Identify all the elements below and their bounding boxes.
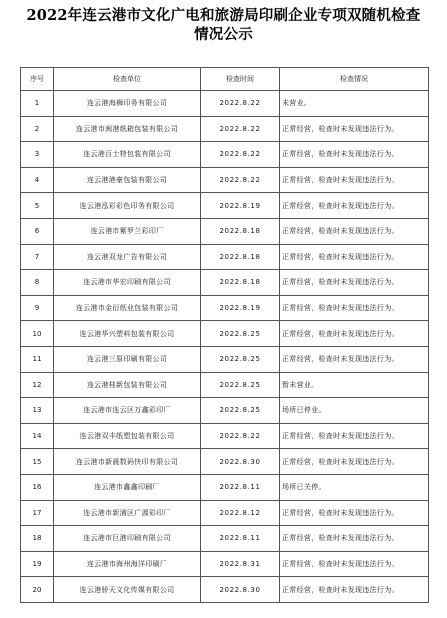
header-inspection-date: 检查时间 [201, 68, 280, 91]
cell-inspection-date: 2022.8.22 [201, 142, 280, 168]
cell-inspected-unit: 连云港泓彩彩色印务有限公司 [54, 193, 201, 219]
cell-inspection-date: 2022.8.11 [201, 526, 280, 552]
cell-inspection-date: 2022.8.22 [201, 423, 280, 449]
cell-inspected-unit: 连云港桂新包装有限公司 [54, 372, 201, 398]
cell-serial-number: 8 [21, 270, 54, 296]
cell-inspection-date: 2022.8.18 [201, 218, 280, 244]
cell-inspection-result: 正常经营，检查时未发现违法行为。 [280, 500, 429, 526]
cell-serial-number: 18 [21, 526, 54, 552]
cell-inspection-result: 正常经营，检查时未发现违法行为。 [280, 449, 429, 475]
cell-serial-number: 10 [21, 321, 54, 347]
cell-serial-number: 13 [21, 398, 54, 424]
inspection-table [20, 67, 429, 603]
cell-inspected-unit: 连云港市海州海洋印刷厂 [54, 551, 201, 577]
cell-inspection-result: 正常经营，检查时未发现违法行为。 [280, 423, 429, 449]
cell-inspection-date: 2022.8.12 [201, 500, 280, 526]
table-row [21, 142, 429, 168]
cell-inspection-result: 正常经营，检查时未发现违法行为。 [280, 244, 429, 270]
cell-inspection-result: 正常经营，检查时未发现违法行为。 [280, 270, 429, 296]
cell-inspection-result: 正常经营，检查时未发现违法行为。 [280, 526, 429, 552]
title-line-2: 情况公示 [194, 26, 253, 43]
cell-inspection-date: 2022.8.22 [201, 167, 280, 193]
cell-inspection-result: 场所已停业。 [280, 398, 429, 424]
cell-serial-number: 15 [21, 449, 54, 475]
cell-inspected-unit: 连云港双丰纸塑包装有限公司 [54, 423, 201, 449]
cell-inspection-date: 2022.8.22 [201, 116, 280, 142]
cell-inspected-unit: 连云港港豪包装有限公司 [54, 167, 201, 193]
table-row [21, 372, 429, 398]
header-serial-number: 序号 [21, 68, 54, 91]
table-row [21, 270, 429, 296]
cell-inspection-date: 2022.8.25 [201, 372, 280, 398]
cell-inspected-unit: 连云港市新晨数码快印有限公司 [54, 449, 201, 475]
cell-serial-number: 20 [21, 577, 54, 603]
cell-inspection-date: 2022.8.19 [201, 193, 280, 219]
header-inspected-unit: 检查单位 [54, 68, 201, 91]
cell-inspected-unit: 连云港市鑫鑫印刷厂 [54, 474, 201, 500]
cell-inspected-unit: 连云港市紫罗兰彩印厂 [54, 218, 201, 244]
table-row [21, 551, 429, 577]
table-row [21, 116, 429, 142]
cell-inspected-unit: 连云港骄天文化传媒有限公司 [54, 577, 201, 603]
table-row [21, 423, 429, 449]
cell-inspection-date: 2022.8.18 [201, 270, 280, 296]
cell-inspection-date: 2022.8.30 [201, 577, 280, 603]
cell-inspection-result: 正常经营，检查时未发现违法行为。 [280, 295, 429, 321]
table-row [21, 526, 429, 552]
cell-inspection-date: 2022.8.30 [201, 449, 280, 475]
cell-inspection-result: 未营业。 [280, 91, 429, 117]
cell-inspected-unit: 连云港市巨港印刷有限公司 [54, 526, 201, 552]
cell-inspection-date: 2022.8.25 [201, 398, 280, 424]
cell-inspected-unit: 连云港双龙广告有限公司 [54, 244, 201, 270]
cell-serial-number: 9 [21, 295, 54, 321]
cell-inspection-result: 正常经营，检查时未发现违法行为。 [280, 346, 429, 372]
table-row [21, 577, 429, 603]
cell-inspection-date: 2022.8.25 [201, 321, 280, 347]
cell-inspection-result: 正常经营，检查时未发现违法行为。 [280, 142, 429, 168]
table-row [21, 321, 429, 347]
cell-inspection-date: 2022.8.25 [201, 346, 280, 372]
cell-serial-number: 5 [21, 193, 54, 219]
cell-serial-number: 19 [21, 551, 54, 577]
cell-inspected-unit: 连云港海狮印务有限公司 [54, 91, 201, 117]
cell-serial-number: 17 [21, 500, 54, 526]
table-row [21, 91, 429, 117]
cell-inspection-date: 2022.8.22 [201, 91, 280, 117]
table-row [21, 244, 429, 270]
document-title [8, 6, 439, 44]
table-row [21, 167, 429, 193]
cell-inspection-date: 2022.8.11 [201, 474, 280, 500]
cell-serial-number: 11 [21, 346, 54, 372]
cell-inspection-result: 正常经营，检查时未发现违法行为。 [280, 116, 429, 142]
cell-inspection-date: 2022.8.18 [201, 244, 280, 270]
cell-inspected-unit: 连云港百士特包装有限公司 [54, 142, 201, 168]
table-row [21, 398, 429, 424]
cell-serial-number: 4 [21, 167, 54, 193]
table-row [21, 295, 429, 321]
cell-serial-number: 3 [21, 142, 54, 168]
cell-inspection-date: 2022.8.31 [201, 551, 280, 577]
cell-serial-number: 16 [21, 474, 54, 500]
cell-inspection-result: 正常经营，检查时未发现违法行为。 [280, 321, 429, 347]
cell-inspected-unit: 连云港市华宏印刷有限公司 [54, 270, 201, 296]
cell-inspection-result: 正常经营，检查时未发现违法行为。 [280, 551, 429, 577]
cell-inspection-date: 2022.8.19 [201, 295, 280, 321]
table-body [21, 91, 429, 603]
cell-inspection-result: 正常经营，检查时未发现违法行为。 [280, 193, 429, 219]
table-header [21, 68, 429, 91]
table-row [21, 193, 429, 219]
cell-inspected-unit: 连云港市新浦区广源彩印厂 [54, 500, 201, 526]
table-row [21, 218, 429, 244]
cell-inspected-unit: 连云港三原印刷有限公司 [54, 346, 201, 372]
cell-inspected-unit: 连云港市闽港纸箱包装有限公司 [54, 116, 201, 142]
table-row [21, 500, 429, 526]
cell-inspected-unit: 连云港华兴塑料包装有限公司 [54, 321, 201, 347]
cell-inspection-result: 场所已关停。 [280, 474, 429, 500]
cell-inspection-result: 暂未营业。 [280, 372, 429, 398]
table-row [21, 449, 429, 475]
cell-inspection-result: 正常经营，检查时未发现违法行为。 [280, 218, 429, 244]
cell-inspected-unit: 连云港市连云区万鑫彩印厂 [54, 398, 201, 424]
header-row [21, 68, 429, 91]
cell-serial-number: 12 [21, 372, 54, 398]
title-line-1: 2022年连云港市文化广电和旅游局印刷企业专项双随机检查 [26, 7, 421, 24]
cell-inspected-unit: 连云港市金衍纸业包装有限公司 [54, 295, 201, 321]
cell-inspection-result: 正常经营，检查时未发现违法行为。 [280, 167, 429, 193]
cell-serial-number: 14 [21, 423, 54, 449]
cell-serial-number: 1 [21, 91, 54, 117]
table-row [21, 474, 429, 500]
header-inspection-result: 检查情况 [280, 68, 429, 91]
cell-serial-number: 2 [21, 116, 54, 142]
table-row [21, 346, 429, 372]
cell-inspection-result: 正常经营，检查时未发现违法行为。 [280, 577, 429, 603]
cell-serial-number: 6 [21, 218, 54, 244]
cell-serial-number: 7 [21, 244, 54, 270]
